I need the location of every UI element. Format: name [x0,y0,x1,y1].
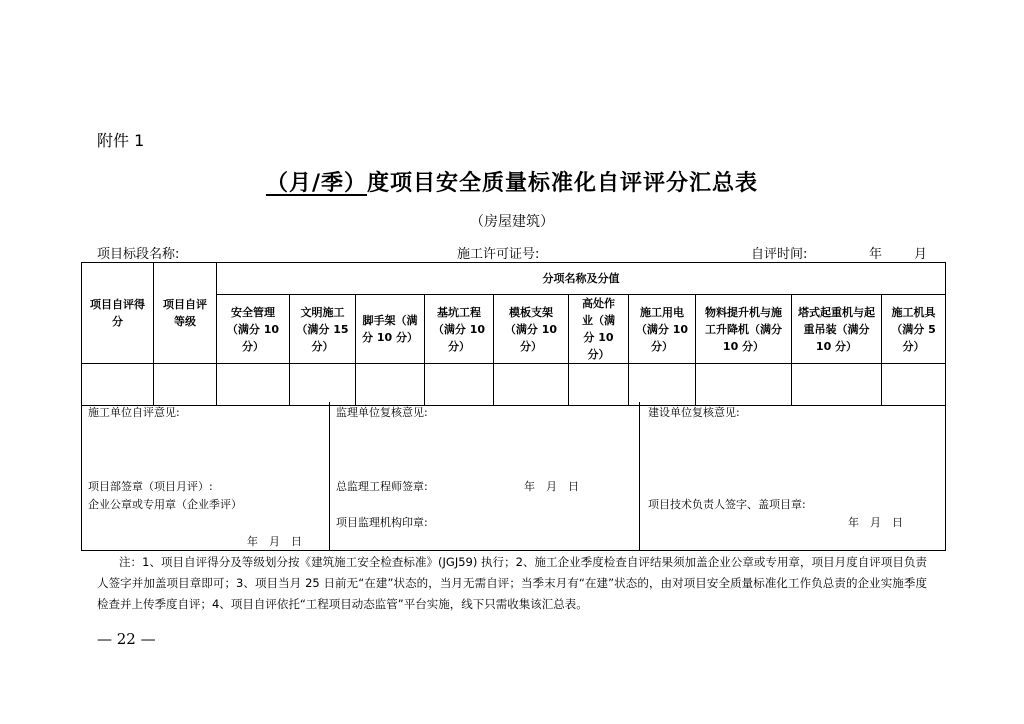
item-score-cell[interactable] [569,364,629,406]
item-header: 安全管理（满分 10 分） [217,295,290,364]
permit-number-label: 施工许可证号: [457,247,540,262]
item-header: 模板支架（满分 10 分） [494,295,569,364]
item-score-cell[interactable] [629,364,696,406]
contractor-opinion-title: 施工单位自评意见: [88,406,180,419]
item-score-cell[interactable] [882,364,946,406]
self-grade-header: 项目自评等级 [154,263,217,364]
item-score-cell[interactable] [425,364,494,406]
supervisor-opinion-title: 监理单位复核意见: [336,406,428,419]
contractor-opinion-box [81,402,330,551]
chief-supervisor-signature-label: 总监理工程师签章: [336,480,428,493]
supervisor-opinion-box [329,402,640,551]
contractor-date: 年 月 日 [247,535,302,548]
footnote: 注：1、项目自评得分及等级划分按《建筑施工安全检查标准》(JGJ59) 执行；2、施工企业季度检查自评结果须加盖企业公章或专用章，项目月度自评项目负责人签字并加盖项目章即可；3、项目当月 25 日前无“在建”状态的，当月无需自评；当季末月有“在建”状态的，由对项目安全质量标准化工作负总责的企业实施季度检查并上传季度自评；4、项目自评依托“工程项目动态监管”平台实施，线下只需收集该汇总表。 [97,555,927,611]
eval-month-label: 月 [914,247,928,262]
item-header: 脚手架（满分 10 分） [356,295,425,364]
eval-year-label: 年 [869,247,883,262]
self-score-header: 项目自评得分 [82,263,154,364]
item-header: 塔式起重机与起重吊装（满分 10 分） [792,295,882,364]
item-score-cell[interactable] [494,364,569,406]
supervisor-date: 年 月 日 [524,480,579,493]
item-score-cell[interactable] [792,364,882,406]
item-header: 高处作业（满分 10 分） [569,295,629,364]
item-header: 物料提升机与施工升降机（满分 10 分） [696,295,792,364]
item-score-cell[interactable] [356,364,425,406]
item-score-cell[interactable] [696,364,792,406]
score-table [81,262,946,406]
page-subtitle: （房屋建筑） [470,214,554,230]
item-header: 文明施工（满分 15 分） [290,295,356,364]
self-grade-cell[interactable] [154,364,217,406]
attachment-label: 附件 1 [97,131,145,150]
project-section-label: 项目标段名称: [97,247,180,262]
contractor-seal-monthly: 项目部签章（项目月评）: [88,480,213,493]
item-score-cell[interactable] [290,364,356,406]
title-period: （月/季） [265,171,368,196]
item-header: 施工机具（满分 5 分） [882,295,946,364]
item-score-cell[interactable] [217,364,290,406]
page-number: — 22 — [97,630,156,648]
item-header: 施工用电（满分 10 分） [629,295,696,364]
item-header: 基坑工程（满分 10 分） [425,295,494,364]
owner-date: 年 月 日 [848,516,903,529]
owner-opinion-title: 建设单位复核意见: [648,406,740,419]
sub-items-header: 分项名称及分值 [217,263,946,295]
supervisor-seal-label: 项目监理机构印章: [336,516,428,529]
owner-opinion-box [639,402,946,551]
score-entry-row [82,364,946,406]
owner-signature-label: 项目技术负责人签字、盖项目章: [648,498,806,511]
eval-time-label: 自评时间: [751,247,808,262]
self-score-cell[interactable] [82,364,154,406]
page-title [0,166,1024,197]
contractor-seal-quarterly: 企业公章或专用章（企业季评） [88,498,242,511]
title-main: 度项目安全质量标准化自评评分汇总表 [367,171,759,196]
